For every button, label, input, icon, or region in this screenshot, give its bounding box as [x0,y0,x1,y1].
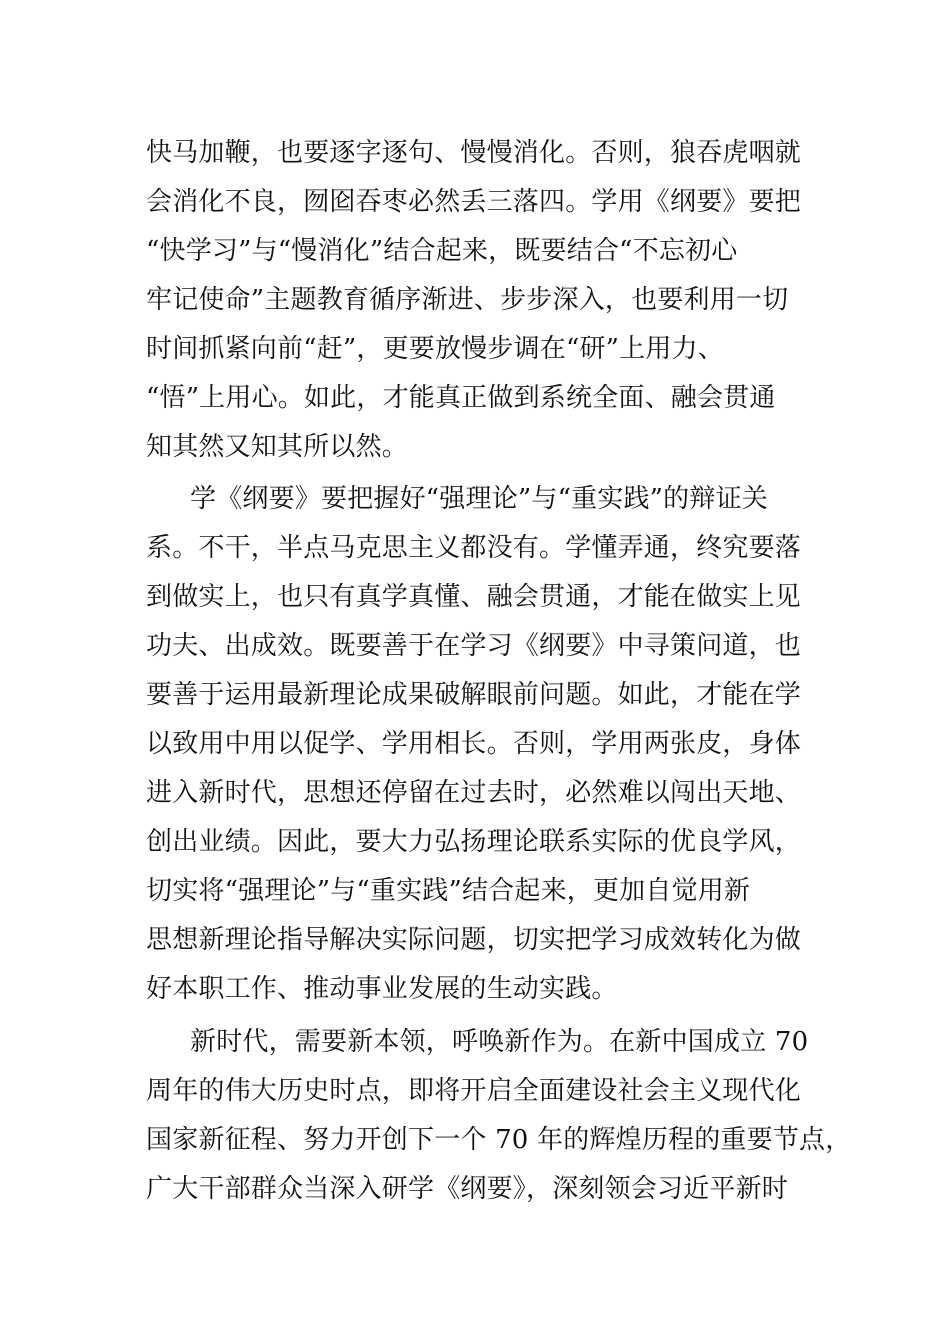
text-line: 要善于运用最新理论成果破解眼前问题。如此，才能在学 [146,680,802,710]
text-line: 广大干部群众当深入研学《纲要》，深刻领会习近平新时 [146,1174,789,1204]
text-line: 功夫、出成效。既要善于在学习《纲要》中寻策问道，也 [146,631,802,661]
text-line: 进入新时代，思想还停留在过去时，必然难以闯出天地、 [146,778,802,808]
text-line: 思想新理论指导解决实际问题，切实把学习成效转化为做 [146,925,802,955]
text-line: 知其然又知其所以然。 [146,432,409,462]
text-line: 国家新征程、努力开创下一个 70 年的辉煌历程的重要节点， [146,1125,852,1155]
text-line: 系。不干，半点马克思主义都没有。学懂弄通，终究要落 [146,533,802,563]
text-line: 时间抓紧向前“赶”，更要放慢步调在“研”上用力、 [146,334,724,364]
text-line: 牢记使命”主题教育循序渐进、步步深入，也要利用一切 [146,285,789,315]
text-line: 创出业绩。因此，要大力弘扬理论联系实际的优良学风， [146,827,802,857]
text-line: 切实将“强理论”与“重实践”结合起来，更加自觉用新 [146,876,751,906]
text-line: 周年的伟大历史时点，即将开启全面建设社会主义现代化 [146,1076,802,1106]
text-line: 好本职工作、推动事业发展的生动实践。 [146,974,618,1004]
text-line: “快学习”与“慢消化”结合起来，既要结合“不忘初心 [146,236,738,266]
text-line: 以致用中用以促学、学用相长。否则，学用两张皮，身体 [146,729,802,759]
text-line: 会消化不良，囫囵吞枣必然丢三落四。学用《纲要》要把 [146,187,802,217]
text-line: 新时代，需要新本领，呼唤新作为。在新中国成立 70 [190,1027,809,1057]
text-line: “悟”上用心。如此，才能真正做到系统全面、融会贯通 [146,383,776,413]
text-line: 快马加鞭，也要逐字逐句、慢慢消化。否则，狼吞虎咽就 [146,138,802,168]
text-line: 学《纲要》要把握好“强理论”与“重实践”的辩证关 [190,484,768,514]
text-line: 到做实上，也只有真学真懂、融会贯通，才能在做实上见 [146,582,802,612]
